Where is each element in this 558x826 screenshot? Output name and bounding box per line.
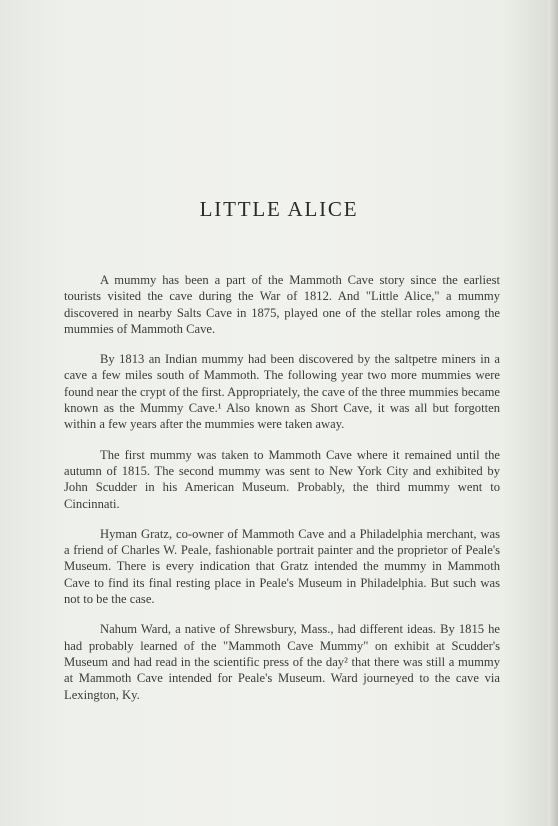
page-edge: [548, 0, 558, 826]
paragraph-4: Hyman Gratz, co-owner of Mammoth Cave and a Philadelphia merchant, was a friend of Charles W. Peale, fashionable portrait painter and the proprietor of Peale's Museum. There is every indication that Gratz intended the mummy in Mammoth Cave to find its final resting place in Peale's Museum in Philadelphia. But such was not to be the case.: [64, 526, 500, 607]
paragraph-3: The first mummy was taken to Mammoth Cave where it remained until the autumn of 1815. The second mummy was sent to New York City and exhibited by John Scudder in his American Museum. Probably, the third mummy went to Cincinnati.: [64, 447, 500, 511]
paragraph-2: By 1813 an Indian mummy had been discovered by the saltpetre miners in a cave a few miles south of Mammoth. The following year two more mummies were found near the crypt of the first. Appropriately, the cave of the three mummies became known as the Mummy Cave.¹ Also known as Short Cave, it was all but forgotten within a few years after the mummies were taken away.: [64, 352, 500, 432]
article-body: [64, 272, 500, 717]
paragraph-1: A mummy has been a part of the Mammoth Cave story since the earliest tourists visited the cave during the War of 1812. And "Little Alice," a mummy discovered in nearby Salts Cave in 1875, played one of the stellar roles among the mummies of Mammoth Cave.: [64, 273, 500, 336]
page-title: LITTLE ALICE: [199, 197, 359, 221]
paragraph-5: Nahum Ward, a native of Shrewsbury, Mass., had different ideas. By 1815 he had probably learned of the "Mammoth Cave Mummy" on exhibit at Scudder's Museum and had read in the scientific press of the day² that there was still a mummy at Mammoth Cave intended for Peale's Museum. Ward journeyed to the cave via Lexington, Ky.: [64, 622, 500, 702]
